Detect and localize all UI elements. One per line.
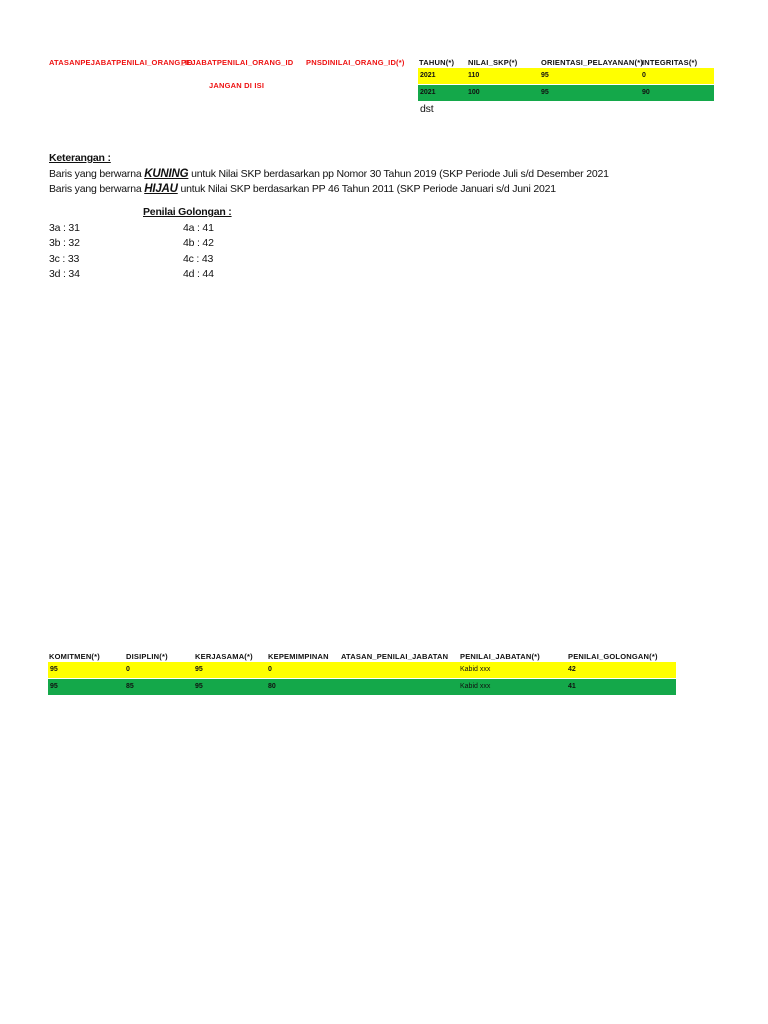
golongan-item: 3d : 34	[49, 268, 80, 280]
header-penilai-golongan: PENILAI_GOLONGAN(*)	[568, 652, 658, 661]
golongan-item: 3c : 33	[49, 253, 80, 265]
header-atasan-penilai-jabatan: ATASAN_PENILAI_JABATAN	[341, 652, 449, 661]
header-atasan-pejabat-penilai: ATASANPEJABATPENILAI_ORANG_ID	[49, 58, 193, 67]
cell-nilai-skp: 110	[468, 72, 480, 79]
header-penilai-jabatan: PENILAI_JABATAN(*)	[460, 652, 540, 661]
cell-tahun: 2021	[420, 72, 436, 79]
keterangan-color-kuning: KUNING	[144, 168, 189, 180]
cell-integritas: 90	[642, 89, 650, 96]
cell-disiplin: 0	[126, 666, 130, 673]
cell-penilai-golongan: 42	[568, 666, 576, 673]
header-kepemimpinan: KEPEMIMPINAN	[268, 652, 329, 661]
cell-kepemimpinan: 0	[268, 666, 272, 673]
header-disiplin: DISIPLIN(*)	[126, 652, 168, 661]
golongan-title: Penilai Golongan :	[143, 206, 232, 218]
keterangan-line-kuning	[49, 168, 609, 180]
header-pns-dinilai: PNSDINILAI_ORANG_ID(*)	[306, 58, 405, 67]
keterangan-prefix: Baris yang berwarna	[49, 168, 145, 180]
header-orientasi-pelayanan: ORIENTASI_PELAYANAN(*)	[541, 58, 644, 67]
cell-orientasi: 95	[541, 89, 549, 96]
dst-label: dst	[420, 103, 434, 115]
header-nilai-skp: NILAI_SKP(*)	[468, 58, 518, 67]
table-row-green	[48, 679, 676, 695]
header-tahun: TAHUN(*)	[419, 58, 455, 67]
cell-tahun: 2021	[420, 89, 436, 96]
cell-kerjasama: 95	[195, 666, 203, 673]
golongan-item: 4b : 42	[183, 237, 214, 249]
cell-kerjasama: 95	[195, 683, 203, 690]
keterangan-prefix: Baris yang berwarna	[49, 183, 145, 195]
cell-komitmen: 95	[50, 683, 58, 690]
cell-nilai-skp: 100	[468, 89, 480, 96]
table-row-yellow	[418, 68, 714, 84]
cell-orientasi: 95	[541, 72, 549, 79]
cell-disiplin: 85	[126, 683, 134, 690]
cell-penilai-golongan: 41	[568, 683, 576, 690]
golongan-item: 4d : 44	[183, 268, 214, 280]
cell-kepemimpinan: 80	[268, 683, 276, 690]
cell-integritas: 0	[642, 72, 646, 79]
golongan-item: 4a : 41	[183, 222, 214, 234]
golongan-item: 4c : 43	[183, 253, 214, 265]
keterangan-color-hijau: HIJAU	[144, 183, 178, 195]
note-jangan-di-isi: JANGAN DI ISI	[209, 81, 265, 90]
cell-komitmen: 95	[50, 666, 58, 673]
table-row-green	[418, 85, 714, 101]
cell-penilai-jabatan: Kabid xxx	[460, 666, 491, 673]
table-row-yellow	[48, 662, 676, 678]
golongan-item: 3a : 31	[49, 222, 80, 234]
keterangan-suffix: untuk Nilai SKP berdasarkan pp Nomor 30 Tahun 2019 (SKP Periode Juli s/d Desember 2021	[188, 168, 609, 180]
keterangan-suffix: untuk Nilai SKP berdasarkan PP 46 Tahun 2011 (SKP Periode Januari s/d Juni 2021	[177, 183, 556, 195]
cell-penilai-jabatan: Kabid xxx	[460, 683, 491, 690]
keterangan-title: Keterangan :	[49, 152, 111, 164]
header-komitmen: KOMITMEN(*)	[49, 652, 100, 661]
header-kerjasama: KERJASAMA(*)	[195, 652, 253, 661]
header-pejabat-penilai: PEJABATPENILAI_ORANG_ID	[181, 58, 294, 67]
header-integritas: INTEGRITAS(*)	[642, 58, 698, 67]
golongan-item: 3b : 32	[49, 237, 80, 249]
keterangan-line-hijau	[49, 183, 556, 195]
